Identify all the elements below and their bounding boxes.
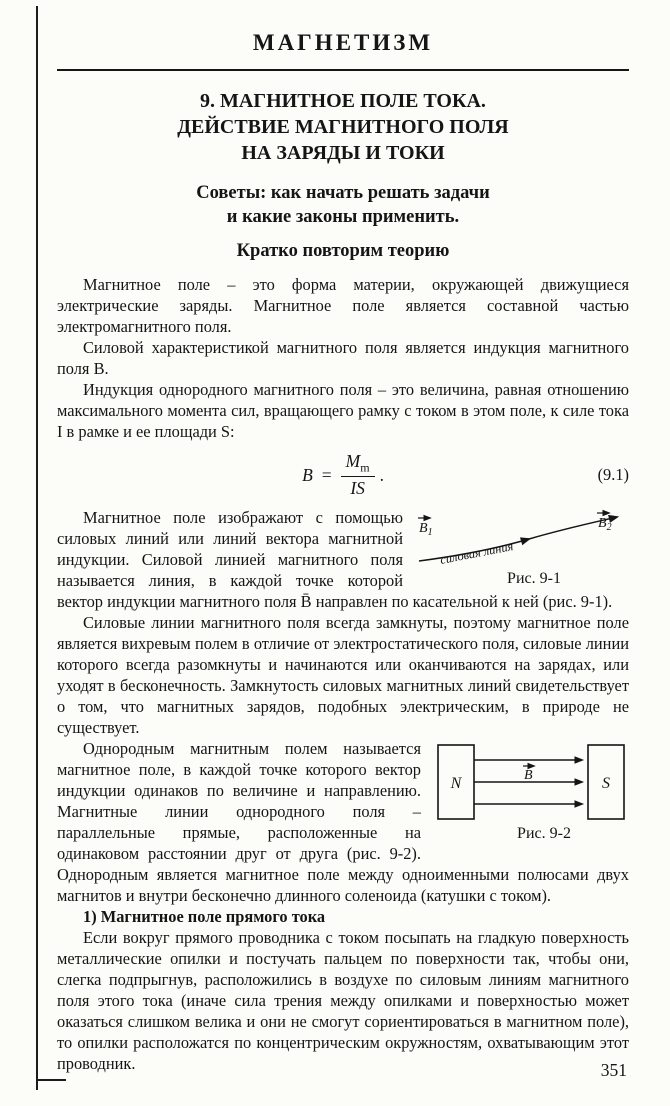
advice-subtitle-line-2: и какие законы применить. [226,207,460,227]
formula-lhs: B [302,464,313,485]
formula-period: . [379,464,384,485]
vector-b1-label: $B_1$ [419,521,433,538]
paragraph-field-lines-text: Магнитное поле изображают с помощью силовых линий или линий вектора магнитной индукции. Силовой линией магнитного поля называется линия, в каждой точке которой вектор индукции магнитного поля B̄ направлен по касательной к ней (рис. 9-1). [57,508,613,611]
formula-denominator: IS [350,478,365,499]
header-rule [57,69,629,71]
paragraph-definition-field: Магнитное поле – это форма материи, окружающей движущиеся электрические заряды. Магнитное поле является составной частью электромагнитного поля. [57,275,629,336]
formula-numerator-symbol: M [345,450,361,471]
formula-numerator [341,451,375,478]
paragraph-uniform-field [57,738,629,906]
subsection-heading-straight-current: 1) Магнитное поле прямого тока [83,907,326,926]
paragraph-uniform-induction: Индукция однородного магнитного поля – это величина, равная отношению максимального момента сил, вращающего рамку с током в этом поле, к силе тока I в рамке и ее площади S: [57,380,629,441]
equation-number: (9.1) [597,465,629,484]
formula-fraction [341,451,375,500]
section-title [57,88,629,166]
formula-equals-sign: = [321,464,332,485]
formula-expression [302,451,384,500]
vector-b-label: B [524,768,533,783]
page-number: 351 [600,1060,627,1080]
magnet-poles-diagram [435,740,627,824]
paragraph-uniform-field-text: Однородным магнитным полем называется магнитное поле, в каждой точке которого вектор индукции одинаков по величине и направлению. Магнитные линии однородного поля – параллельные прямые, расположенные на одинаковом расстоянии друг от друга (рис. 9-2). Однородным является магнитное поле между одноименными полюсами двух магнитов и внутри бесконечно длинного соленоида (катушки с током). [57,739,629,905]
paragraph-closed-lines: Силовые линии магнитного поля всегда замкнуты, поэтому магнитное поле является вихревым полем в отличие от электростатического поля, силовые линии которого всегда разомкнуты и начинаются или оканчиваются на зарядах, или уходят в бесконечность. Замкнутость силовых магнитных линий свидетельствует о том, что магнитных зарядов, подобных электрическим, в природе не существует. [57,613,629,737]
figure-9-1-caption: Рис. 9-1 [507,570,561,587]
paragraph-iron-filings: Если вокруг прямого проводника с током посыпать на гладкую поверхность металлические опилки и постучать пальцем по поверхности так, чтобы они, слегка подпрыгнув, расположились в воздухе по силовым линиям магнитного поля этого тока (иначе сила трения между опилками и поверхностью может оказаться слишком велика и они не смогут сориентироваться в магнитном поле), то опилки расположатся по концентрическим окружностям, охватывающим этот проводник. [57,928,629,1073]
section-title-line-2: ДЕЙСТВИЕ МАГНИТНОГО ПОЛЯ [177,116,509,138]
paragraph-field-lines [57,507,629,612]
figure-9-2 [433,740,629,842]
figure-9-1 [413,509,629,587]
figure-9-2-caption: Рис. 9-2 [517,825,571,842]
chapter-header: МАГНЕТИЗМ [252,30,434,55]
section-title-line-1: 9. МАГНИТНОЕ ПОЛЕ ТОКА. [200,90,486,112]
advice-subtitle-line-1: Советы: как начать решать задачи [196,183,490,203]
book-page [57,0,629,1074]
formula-9-1 [57,449,629,501]
section-title-line-3: НА ЗАРЯДЫ И ТОКИ [241,142,445,164]
field-line-diagram [413,509,629,569]
page-bottom-mark [36,1079,66,1081]
page-left-border [36,6,38,1090]
north-pole-label: N [450,775,462,792]
paragraph-induction-characteristic: Силовой характеристикой магнитного поля является индукция магнитного поля B. [57,338,629,378]
vector-b2-label: $B_2$ [598,516,612,533]
formula-numerator-subscript: m [360,460,370,475]
south-pole-label: S [602,775,610,792]
field-line-caption-text: силовая линия [438,539,515,567]
theory-heading: Кратко повторим теорию [236,241,450,261]
advice-subtitle [57,181,629,229]
